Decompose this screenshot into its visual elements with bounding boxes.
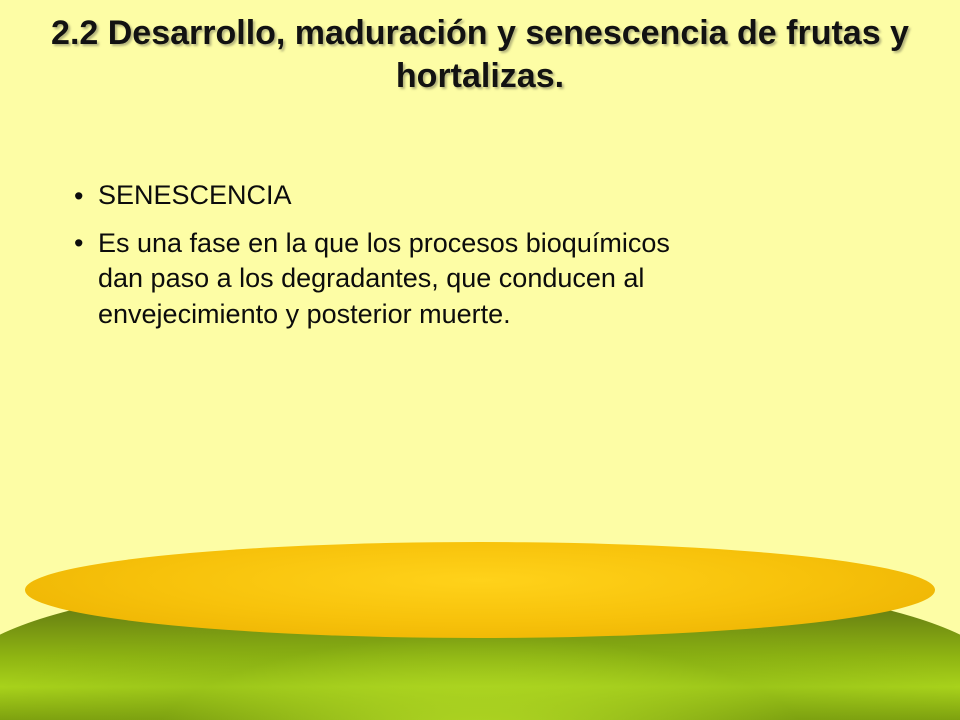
list-item: [52, 226, 672, 333]
list-item-text: SENESCENCIA: [98, 180, 292, 210]
stage-yellow-decoration: [25, 542, 935, 638]
bullet-marker-icon: •: [74, 180, 84, 211]
bullet-marker-icon: •: [74, 228, 84, 259]
list-item: [52, 178, 672, 214]
bullet-list: [52, 178, 672, 345]
list-item-text: Es una fase en la que los procesos bioquímicos dan paso a los degradantes, que conducen al envejecimiento y posterior muerte.: [98, 227, 670, 329]
page-title: 2.2 Desarrollo, maduración y senescencia de frutas y hortalizas.: [51, 14, 909, 95]
